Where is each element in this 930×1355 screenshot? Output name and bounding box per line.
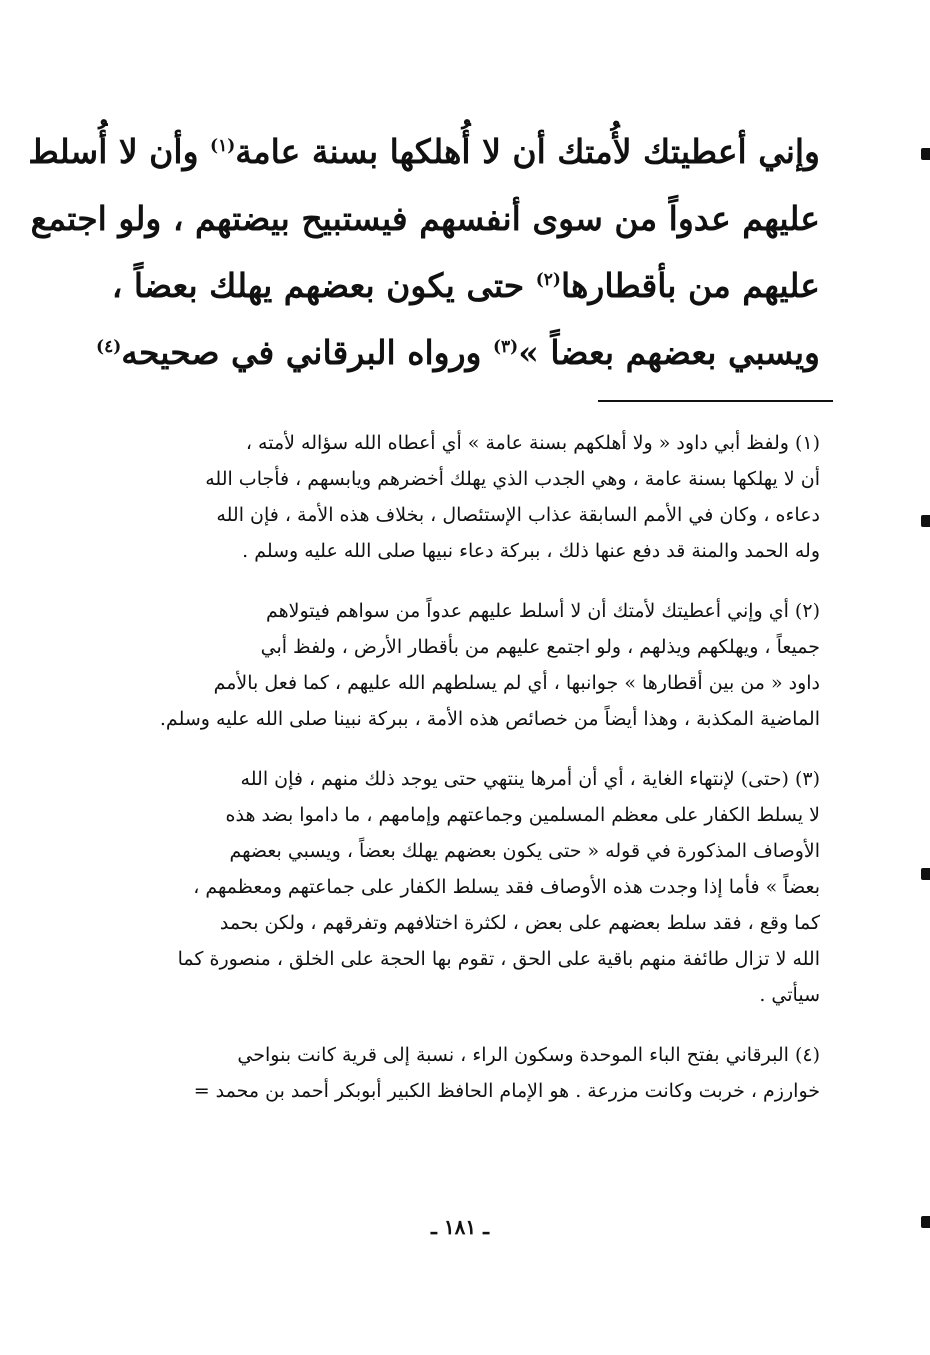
footnote-ref[interactable]: (٤) bbox=[96, 337, 122, 357]
footnote-ref[interactable]: (٣) bbox=[492, 337, 519, 357]
main-text-segment: عليهم من بأقطارها bbox=[560, 266, 820, 305]
main-text-line bbox=[28, 118, 820, 185]
main-text-segment: وإني أعطيتك لأُمتك أن لا أُهلكها بسنة عامة bbox=[235, 132, 820, 171]
footnote-ref[interactable]: (٢) bbox=[535, 270, 561, 290]
footnote-line: الله لا تزال طائفة منهم باقية على الحق ، تقوم بها الحجة على الخلق ، منصورة كما bbox=[177, 948, 820, 970]
footnote-line: لا يسلط الكفار على معظم المسلمين وجماعتهم وإمامهم ، ما داموا بضد هذه bbox=[225, 804, 820, 826]
binding-mark bbox=[921, 148, 930, 160]
footnote-line: دعاءه ، وكان في الأمم السابقة عذاب الإستئصال ، بخلاف هذه الأمة ، فإن الله bbox=[216, 504, 820, 526]
page-number: ـ ١٨١ ـ bbox=[431, 1215, 489, 1239]
footnote-line: الماضية المكذبة ، وهذا أيضاً من خصائص هذه الأمة ، ببركة نبينا صلى الله عليه وسلم. bbox=[159, 708, 820, 730]
footnote-line: (٢) أي وإني أعطيتك لأمتك أن لا أسلط عليهم عدواً من سواهم فيتولاهم bbox=[265, 600, 820, 622]
main-text-segment: ورواه البرقاني في صحيحه bbox=[121, 333, 482, 372]
footnote-line: خوارزم ، خربت وكانت مزرعة . هو الإمام الحافظ الكبير أبوبكر أحمد بن محمد = bbox=[193, 1080, 820, 1102]
footnote-2 bbox=[98, 593, 820, 737]
footnote-line: (٤) البرقاني بفتح الباء الموحدة وسكون الراء ، نسبة إلى قرية كانت بنواحي bbox=[237, 1044, 820, 1066]
binding-mark bbox=[921, 868, 930, 880]
footnote-line: (٣) (حتى) لإنتهاء الغاية ، أي أن أمرها ينتهي حتى يوجد ذلك منهم ، فإن الله bbox=[240, 768, 820, 790]
main-text bbox=[28, 118, 820, 386]
main-text-line bbox=[105, 252, 820, 319]
footnote-line: جميعاً ، ويهلكهم ويذلهم ، ولو اجتمع عليهم من بأقطار الأرض ، ولفظ أبي bbox=[260, 636, 820, 658]
main-text-line bbox=[30, 185, 820, 252]
binding-mark bbox=[921, 515, 930, 527]
footnotes bbox=[98, 425, 820, 1133]
main-text-segment: ويسبي بعضهم بعضاً » bbox=[518, 333, 820, 372]
footnote-line: سيأتي . bbox=[759, 984, 820, 1006]
footnote-3 bbox=[98, 761, 820, 1013]
footnote-1 bbox=[98, 425, 820, 569]
footnote-line: داود « من بين أقطارها » جوانبها ، أي لم يسلطهم الله عليهم ، كما فعل بالأمم bbox=[213, 672, 820, 694]
footnote-line: (١) ولفظ أبي داود « ولا أهلكهم بسنة عامة » أي أعطاه الله سؤاله لأمته ، bbox=[245, 432, 820, 454]
footnote-separator bbox=[598, 400, 833, 402]
main-text-segment: حتى يكون بعضهم يهلك بعضاً ، bbox=[111, 266, 525, 305]
footnote-line: بعضاً » فأما إذا وجدت هذه الأوصاف فقد يسلط الكفار على جماعتهم ومعظمهم ، bbox=[193, 876, 820, 898]
footnote-line: الأوصاف المذكورة في قوله « حتى يكون بعضهم يهلك بعضاً ، ويسبي بعضهم bbox=[229, 840, 820, 862]
footnote-line: كما وقع ، فقد سلط بعضهم على بعض ، لكثرة اختلافهم وتفرقهم ، ولكن بحمد bbox=[219, 912, 820, 934]
footnote-ref[interactable]: (١) bbox=[210, 136, 236, 156]
footnote-line: وله الحمد والمنة قد دفع عنها ذلك ، ببركة دعاء نبيها صلى الله عليه وسلم . bbox=[242, 540, 820, 562]
main-text-segment: عليهم عدواً من سوى أنفسهم فيستبيح بيضتهم ، ولو اجتمع bbox=[30, 199, 820, 238]
main-text-line bbox=[96, 319, 820, 386]
footnote-4 bbox=[98, 1037, 820, 1109]
binding-mark bbox=[921, 1216, 930, 1228]
main-text-segment: وأن لا أُسلط bbox=[28, 132, 199, 171]
footnote-line: أن لا يهلكها بسنة عامة ، وهي الجدب الذي يهلك أخضرهم ويابسهم ، فأجاب الله bbox=[205, 468, 820, 490]
